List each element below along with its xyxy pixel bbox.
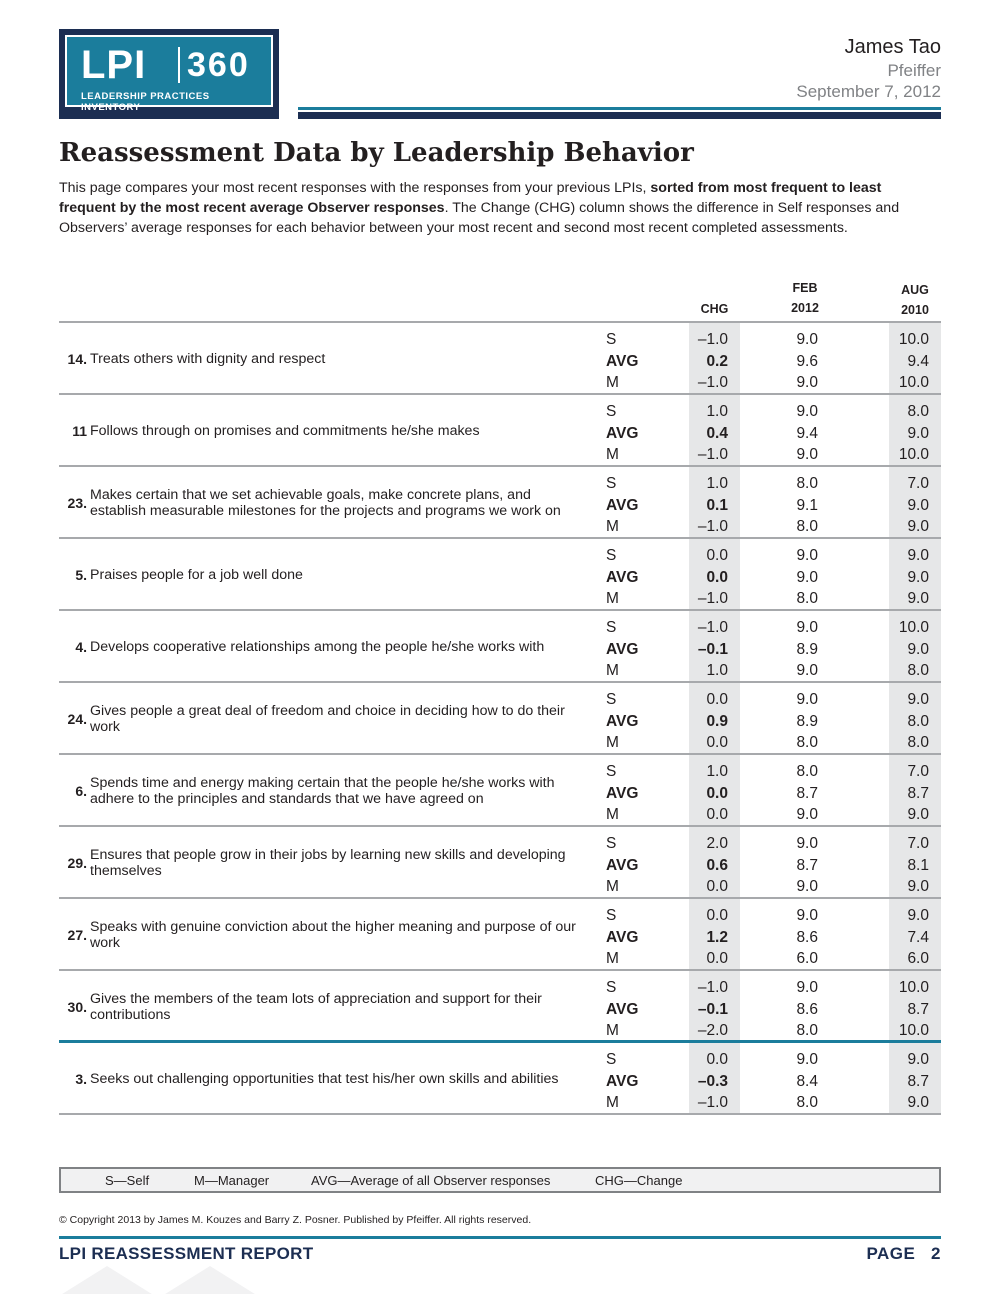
legend-self: S—Self (105, 1173, 150, 1188)
feb-2012-value: 9.0 (796, 907, 818, 924)
feb-2012-value: 8.6 (796, 1001, 818, 1018)
logo-360-text: 360 (187, 46, 250, 84)
aug-2010-value: 9.0 (907, 547, 929, 564)
chg-value: –1.0 (697, 1094, 728, 1111)
feb-2012-value: 9.0 (796, 662, 818, 679)
respondent-label: M (606, 518, 619, 535)
respondent-label: AVG (606, 929, 639, 946)
respondent-label: AVG (606, 1001, 639, 1018)
behavior-number: 6. (75, 783, 87, 799)
behavior-text: Praises people for a job well done (90, 567, 303, 583)
feb-2012-value: 8.0 (796, 518, 818, 535)
behavior-text: Treats others with dignity and respect (90, 351, 326, 367)
aug-2010-value: 7.0 (907, 763, 929, 780)
table-row (59, 755, 941, 827)
feb-2012-value: 9.1 (796, 497, 818, 514)
footer-decoration (59, 1266, 155, 1294)
intro-text: This page compares your most recent responses with the responses from your previous LPIs, sorted from most frequent to least frequent by the most recent average Observer responses. The Change (CHG) column shows the difference in Self responses and Observers’ average responses for each behavior between your most recent and second most recent completed assessments. (59, 180, 900, 236)
feb-2012-value: 9.0 (796, 979, 818, 996)
behavior-text: Speaks with genuine conviction about the higher meaning and purpose of our work (90, 919, 576, 951)
chg-value: 0.6 (706, 857, 728, 874)
aug-2010-value: 10.0 (898, 446, 929, 463)
legend-box (59, 1167, 941, 1193)
chg-value: 1.2 (706, 929, 728, 946)
behavior-number: 4. (75, 639, 87, 655)
aug-2010-value: 10.0 (898, 374, 929, 391)
behavior-number: 11 (72, 423, 87, 439)
behavior-number: 30. (67, 999, 87, 1015)
table-row (59, 683, 941, 755)
table-row (59, 467, 941, 539)
respondent-label: AVG (606, 713, 639, 730)
chg-value: –0.1 (697, 1001, 728, 1018)
respondent-label: M (606, 806, 619, 823)
behavior-number: 24. (67, 711, 87, 727)
legend-manager: M—Manager (194, 1173, 270, 1188)
chg-value: 0.0 (706, 1051, 728, 1068)
column-header-chg: CHG (700, 302, 729, 316)
respondent-label: M (606, 878, 619, 895)
aug-2010-value: 9.0 (907, 497, 929, 514)
respondent-label: M (606, 1094, 619, 1111)
report-date: September 7, 2012 (796, 82, 941, 101)
aug-2010-value: 8.1 (907, 857, 929, 874)
table-row (59, 1043, 941, 1115)
respondent-label: S (606, 403, 617, 420)
respondent-label: S (606, 763, 617, 780)
respondent-label: S (606, 835, 617, 852)
aug-2010-value: 9.4 (907, 353, 929, 370)
chg-value: 0.0 (706, 569, 728, 586)
aug-2010-value: 9.0 (907, 878, 929, 895)
feb-2012-value: 8.0 (796, 590, 818, 607)
feb-2012-value: 9.0 (796, 446, 818, 463)
respondent-label: S (606, 691, 617, 708)
feb-2012-value: 9.6 (796, 353, 818, 370)
respondent-label: S (606, 619, 617, 636)
feb-2012-value: 8.6 (796, 929, 818, 946)
feb-2012-value: 8.9 (796, 641, 818, 658)
feb-2012-value: 8.7 (796, 857, 818, 874)
chg-value: 1.0 (706, 403, 728, 420)
respondent-label: M (606, 950, 619, 967)
respondent-label: S (606, 907, 617, 924)
chg-value: 0.0 (706, 878, 728, 895)
feb-2012-value: 9.0 (796, 374, 818, 391)
recipient-name: James Tao (844, 36, 941, 58)
table-row (59, 611, 941, 683)
chg-value: 0.4 (706, 425, 728, 442)
feb-2012-value: 8.0 (796, 763, 818, 780)
aug-2010-value: 8.0 (907, 662, 929, 679)
behavior-text: Gives people a great deal of freedom and choice in deciding how to do their work (90, 703, 565, 735)
behavior-text: Spends time and energy making certain that the people he/she works with adhere to the principles and standards that we have agreed on (90, 775, 555, 807)
behavior-number: 27. (67, 927, 87, 943)
behavior-text: Seeks out challenging opportunities that test his/her own skills and abilities (90, 1071, 559, 1087)
chg-value: 1.0 (706, 763, 728, 780)
aug-2010-value: 9.0 (907, 590, 929, 607)
lpi-360-logo (59, 29, 279, 119)
table-row (59, 899, 941, 971)
chg-value: –1.0 (697, 619, 728, 636)
respondent-label: AVG (606, 857, 639, 874)
chg-value: 0.0 (706, 907, 728, 924)
aug-2010-value: 8.0 (907, 734, 929, 751)
table-row (59, 395, 941, 467)
behavior-number: 23. (67, 495, 87, 511)
behavior-number: 3. (75, 1071, 87, 1087)
aug-2010-value: 8.0 (907, 713, 929, 730)
aug-2010-value: 8.7 (907, 1001, 929, 1018)
behavior-text: Makes certain that we set achievable goals, make concrete plans, and establish measurable milestones for the projects and programs we work on (90, 487, 561, 519)
publisher-name: Pfeiffer (887, 61, 941, 80)
aug-2010-value: 9.0 (907, 907, 929, 924)
logo-lpi-text: LPI (81, 43, 147, 87)
chg-value: 0.0 (706, 734, 728, 751)
respondent-label: S (606, 1051, 617, 1068)
respondent-label: S (606, 331, 617, 348)
aug-2010-value: 7.4 (907, 929, 929, 946)
feb-2012-value: 6.0 (796, 950, 818, 967)
feb-2012-value: 8.4 (796, 1073, 818, 1090)
chg-value: 0.0 (706, 547, 728, 564)
feb-2012-value: 9.0 (796, 1051, 818, 1068)
aug-2010-value: 9.0 (907, 1094, 929, 1111)
feb-2012-value: 8.0 (796, 1022, 818, 1039)
respondent-label: AVG (606, 1073, 639, 1090)
chg-value: 0.0 (706, 785, 728, 802)
behavior-text: Follows through on promises and commitments he/she makes (90, 423, 480, 439)
respondent-label: M (606, 1022, 619, 1039)
feb-2012-value: 8.9 (796, 713, 818, 730)
feb-2012-value: 8.0 (796, 734, 818, 751)
chg-value: 2.0 (706, 835, 728, 852)
report-recipient (796, 34, 941, 102)
feb-2012-value: 9.0 (796, 691, 818, 708)
respondent-label: S (606, 475, 617, 492)
chg-value: 1.0 (706, 662, 728, 679)
chg-value: –1.0 (697, 331, 728, 348)
aug-2010-value: 9.0 (907, 425, 929, 442)
column-header-feb-2012: FEB 2012 (791, 281, 819, 315)
feb-2012-value: 9.0 (796, 547, 818, 564)
respondent-label: AVG (606, 497, 639, 514)
behavior-text: Gives the members of the team lots of appreciation and support for their contributions (90, 991, 542, 1023)
footer-rule (59, 1236, 941, 1239)
behavior-number: 29. (67, 855, 87, 871)
feb-2012-value: 9.0 (796, 331, 818, 348)
chg-value: –1.0 (697, 374, 728, 391)
footer-decoration (162, 1266, 258, 1294)
page-title: Reassessment Data by Leadership Behavior (59, 138, 694, 168)
behavior-text: Ensures that people grow in their jobs by learning new skills and developing themselves (90, 847, 566, 879)
chg-value: 0.0 (706, 691, 728, 708)
chg-value: 0.2 (706, 353, 728, 370)
chg-value: 0.1 (706, 497, 728, 514)
respondent-label: AVG (606, 569, 639, 586)
feb-2012-value: 9.0 (796, 569, 818, 586)
respondent-label: AVG (606, 353, 639, 370)
aug-2010-value: 8.7 (907, 1073, 929, 1090)
feb-2012-value: 8.7 (796, 785, 818, 802)
behavior-number: 5. (75, 567, 87, 583)
respondent-label: M (606, 734, 619, 751)
aug-2010-value: 9.0 (907, 806, 929, 823)
respondent-label: S (606, 979, 617, 996)
respondent-label: M (606, 590, 619, 607)
chg-value: –0.1 (697, 641, 728, 658)
behavior-text: Develops cooperative relationships among the people he/she works with (90, 639, 545, 655)
aug-2010-value: 8.7 (907, 785, 929, 802)
aug-2010-value: 7.0 (907, 475, 929, 492)
feb-2012-value: 8.0 (796, 1094, 818, 1111)
aug-2010-value: 9.0 (907, 641, 929, 658)
feb-2012-value: 9.4 (796, 425, 818, 442)
aug-2010-value: 10.0 (898, 331, 929, 348)
aug-2010-value: 10.0 (898, 619, 929, 636)
logo-subtitle: LEADERSHIP PRACTICES INVENTORY (81, 91, 210, 113)
aug-2010-value: 9.0 (907, 1051, 929, 1068)
aug-2010-value: 8.0 (907, 403, 929, 420)
respondent-label: AVG (606, 785, 639, 802)
chg-value: –1.0 (697, 979, 728, 996)
header-rule (298, 107, 941, 119)
footer-page-number: PAGE 2 (866, 1244, 941, 1263)
chg-value: –2.0 (697, 1022, 728, 1039)
respondent-label: M (606, 446, 619, 463)
column-header-aug-2010: AUG 2010 (901, 283, 929, 317)
table-row (59, 539, 941, 611)
feb-2012-value: 9.0 (796, 835, 818, 852)
legend-chg: CHG—Change (595, 1173, 683, 1188)
respondent-label: AVG (606, 425, 639, 442)
table-row (59, 827, 941, 899)
table-row (59, 323, 941, 395)
behavior-number: 14. (67, 351, 87, 367)
chg-value: –1.0 (697, 518, 728, 535)
aug-2010-value: 6.0 (907, 950, 929, 967)
respondent-label: M (606, 662, 619, 679)
respondent-label: M (606, 374, 619, 391)
feb-2012-value: 9.0 (796, 878, 818, 895)
chg-value: –1.0 (697, 590, 728, 607)
aug-2010-value: 9.0 (907, 518, 929, 535)
aug-2010-value: 9.0 (907, 569, 929, 586)
chg-value: 0.9 (706, 713, 728, 730)
feb-2012-value: 8.0 (796, 475, 818, 492)
table-row (59, 971, 941, 1043)
aug-2010-value: 10.0 (898, 1022, 929, 1039)
aug-2010-value: 10.0 (898, 979, 929, 996)
copyright-notice: © Copyright 2013 by James M. Kouzes and Barry Z. Posner. Published by Pfeiffer. All rights reserved. (59, 1214, 532, 1226)
feb-2012-value: 9.0 (796, 806, 818, 823)
aug-2010-value: 9.0 (907, 691, 929, 708)
respondent-label: AVG (606, 641, 639, 658)
respondent-label: S (606, 547, 617, 564)
chg-value: –1.0 (697, 446, 728, 463)
feb-2012-value: 9.0 (796, 403, 818, 420)
footer-report-title: LPI REASSESSMENT REPORT (59, 1244, 314, 1263)
legend-avg: AVG—Average of all Observer responses (311, 1173, 551, 1188)
chg-value: 1.0 (706, 475, 728, 492)
chg-value: 0.0 (706, 806, 728, 823)
chg-value: –0.3 (697, 1073, 728, 1090)
chg-value: 0.0 (706, 950, 728, 967)
feb-2012-value: 9.0 (796, 619, 818, 636)
aug-2010-value: 7.0 (907, 835, 929, 852)
